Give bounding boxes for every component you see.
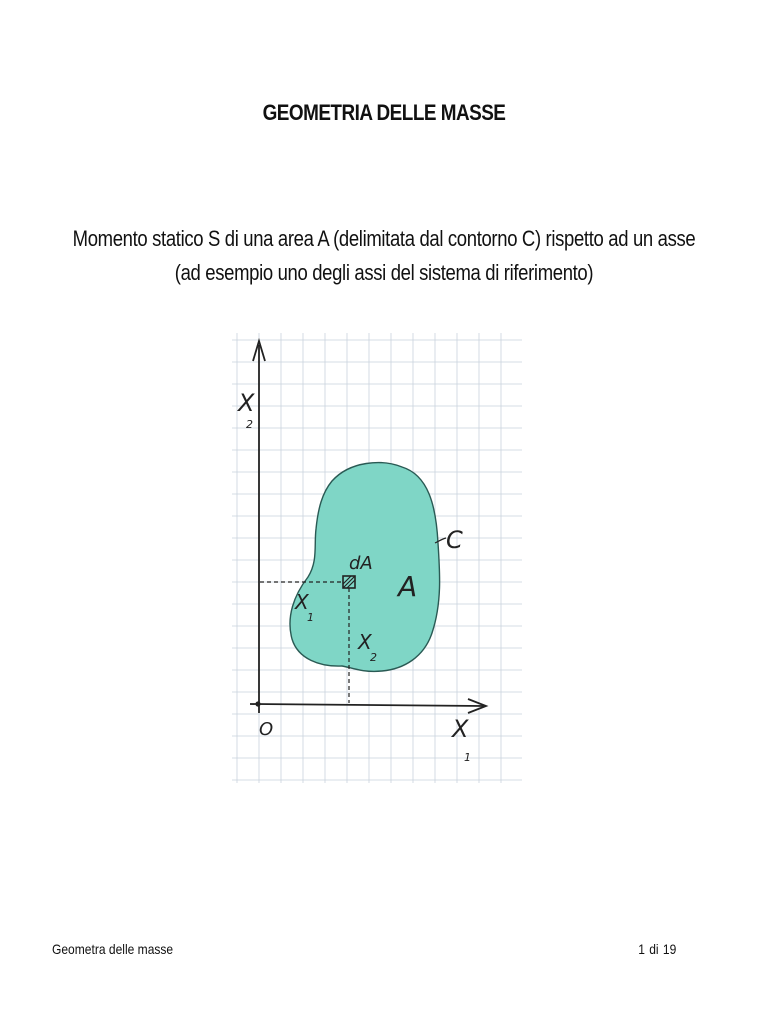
coord-x1-label: X [295, 590, 309, 614]
page-subtitle [61, 222, 706, 290]
origin-label: O [259, 719, 274, 740]
area-label: A [398, 570, 418, 603]
page-total: 19 [662, 941, 676, 957]
origin-point [255, 701, 260, 706]
coord-x2-subscript: 2 [370, 651, 377, 664]
coord-x1-subscript: 1 [307, 611, 314, 624]
subtitle-line-2: (ad esempio uno degli assi del sistema di riferimento) [174, 260, 594, 285]
axis-x2-label: X [238, 389, 255, 417]
footer-page-number [634, 941, 676, 957]
axis-x1-subscript: 1 [464, 751, 471, 764]
axis-x2-subscript: 2 [246, 418, 253, 431]
subtitle-line-1: Momento statico S di una area A (delimitata dal contorno C) rispetto ad un asse [72, 226, 696, 251]
figure-drawing [232, 333, 522, 783]
axis-x1-label: X [452, 715, 469, 743]
axis-x1-line [250, 704, 484, 706]
footer-document-name: Geometra delle masse [52, 941, 174, 957]
element-da-label: dA [349, 553, 373, 574]
page-title: GEOMETRIA DELLE MASSE [262, 100, 506, 125]
page-current: 1 [637, 941, 645, 957]
page-separator: di [648, 941, 659, 957]
coord-x2-label: X [358, 630, 372, 654]
contour-label: C [446, 526, 463, 554]
static-moment-figure [232, 333, 522, 783]
